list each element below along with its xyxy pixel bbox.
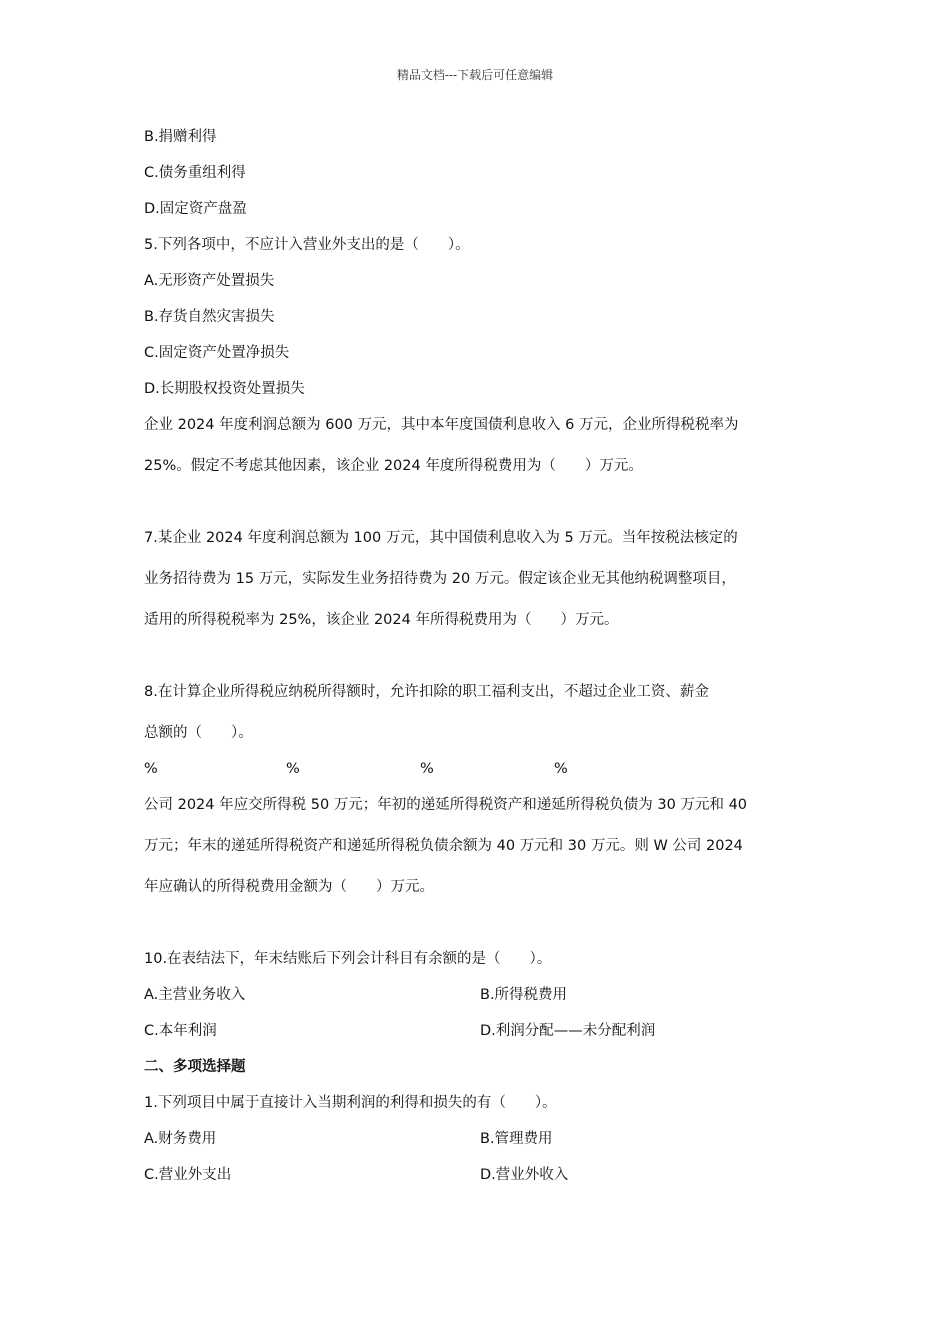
question-10: 10.在表结法下，年末结账后下列会计科目有余额的是（ ）。 <box>144 951 552 967</box>
option-c: C.固定资产处置净损失 <box>144 345 290 361</box>
option-c: C.本年利润 <box>144 1023 217 1039</box>
option-d: D.长期股权投资处置损失 <box>144 381 305 397</box>
option-a: A.财务费用 <box>144 1131 217 1147</box>
question-7-line-2: 业务招待费为 15 万元，实际发生业务招待费为 20 万元。假定该企业无其他纳税调整项目， <box>144 571 736 587</box>
percent-option: % <box>144 761 158 777</box>
question-7-line-3: 适用的所得税税率为 25%，该企业 2024 年所得税费用为（ ）万元。 <box>144 612 619 628</box>
option-a: A.主营业务收入 <box>144 987 246 1003</box>
question-5: 5.下列各项中，不应计入营业外支出的是（ ）。 <box>144 237 470 253</box>
option-b: B.管理费用 <box>480 1131 553 1147</box>
option-b: B.捐赠利得 <box>144 129 217 145</box>
question-9-line-3: 年应确认的所得税费用金额为（ ）万元。 <box>144 879 434 895</box>
percent-option: % <box>554 761 568 777</box>
option-d: D.利润分配——未分配利润 <box>480 1023 656 1039</box>
question-8-line-2: 总额的（ ）。 <box>144 725 253 741</box>
option-b: B.所得税费用 <box>480 987 568 1003</box>
option-d: D.固定资产盘盈 <box>144 201 247 217</box>
percent-option: % <box>420 761 434 777</box>
option-c: C.营业外支出 <box>144 1167 232 1183</box>
page-header: 精品文档---下载后可任意编辑 <box>396 68 554 82</box>
option-d: D.营业外收入 <box>480 1167 569 1183</box>
question-8-line-1: 8.在计算企业所得税应纳税所得额时，允许扣除的职工福利支出，不超过企业工资、薪金 <box>144 684 709 700</box>
question-7-line-1: 7.某企业 2024 年度利润总额为 100 万元，其中国债利息收入为 5 万元。当年按税法核定的 <box>144 530 738 546</box>
question-6-line-1: 企业 2024 年度利润总额为 600 万元，其中本年度国债利息收入 6 万元，企业所得税税率为 <box>144 417 739 433</box>
percent-option: % <box>286 761 300 777</box>
multi-question-1: 1.下列项目中属于直接计入当期利润的利得和损失的有（ ）。 <box>144 1095 557 1111</box>
question-9-line-1: 公司 2024 年应交所得税 50 万元；年初的递延所得税资产和递延所得税负债为 30 万元和 40 <box>144 797 748 813</box>
option-a: A.无形资产处置损失 <box>144 273 275 289</box>
section-heading: 二、多项选择题 <box>144 1059 246 1075</box>
option-c: C.债务重组利得 <box>144 165 246 181</box>
question-9-line-2: 万元；年末的递延所得税资产和递延所得税负债余额为 40 万元和 30 万元。则 W 公司 2024 <box>144 838 743 854</box>
option-b: B.存货自然灾害损失 <box>144 309 275 325</box>
question-6-line-2: 25%。假定不考虑其他因素，该企业 2024 年度所得税费用为（ ）万元。 <box>144 458 643 474</box>
